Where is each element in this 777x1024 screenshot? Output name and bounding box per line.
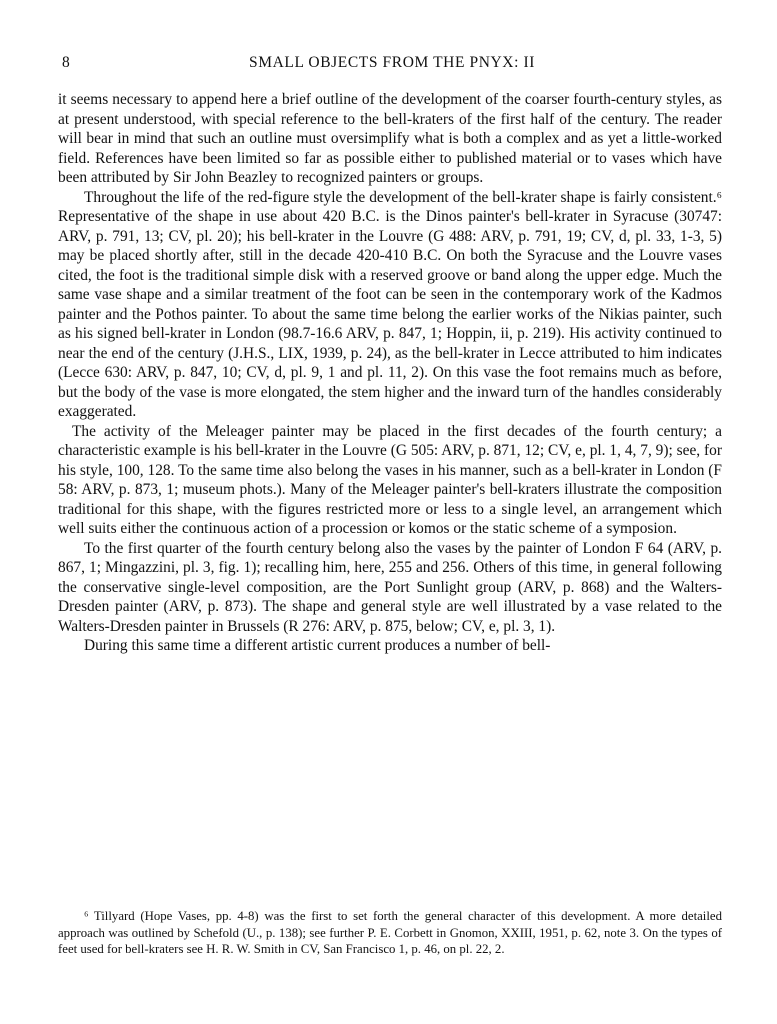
page-header: [62, 54, 722, 76]
page-number: 8: [62, 54, 71, 71]
paragraph-2: Throughout the life of the red-figure style the development of the bell-krater shape is fairly consistent.⁶ Representative of the shape in use about 420 B.C. is the Dinos painter's bell-krater in Syracuse (30747: ARV, p. 791, 13; CV, pl. 20); his bell-krater in the Louvre (G 488: ARV, p. 791, 19; CV, d, pl. 33, 1-3, 5) may be placed shortly after, still in the decade 420-410 B.C. On both the Syracuse and the Louvre vases cited, the foot is the traditional simple disk with a reserved groove or band along the upper edge. Much the same vase shape and a similar treatment of the foot can be seen in the contemporary work of the Kadmos painter and the Pothos painter. To about the same time belong the earlier works of the Nikias painter, such as his signed bell-krater in London (98.7-16.6 ARV, p. 847, 1; Hoppin, ii, p. 219). His activity continued to near the end of the century (J.H.S., LIX, 1939, p. 24), as the bell-krater in Lecce attributed to him indicates (Lecce 630: ARV, p. 847, 10; CV, d, pl. 9, 1 and pl. 11, 2). On this vase the foot remains much as before, but the body of the vase is more elongated, the stem higher and the inward turn of the handles considerably exaggerated.: [58, 188, 722, 420]
paragraph-5: During this same time a different artistic current produces a number of bell-: [84, 637, 551, 654]
paragraph-3: The activity of the Meleager painter may be placed in the first decades of the fourth century; a characteristic example is his bell-krater in the Louvre (G 505: ARV, p. 871, 12; CV, e, pl. 1, 4, 7, 9); see, for his style, 100, 128. To the same time also belong the vases in his manner, such as a bell-krater in London (F 58: ARV, p. 873, 1; museum phots.). Many of the Meleager painter's bell-kraters illustrate the composition traditional for this shape, with the figures restricted more or less to a single level, an arrangement which well suits either the continuous action of a procession or komos or the static scheme of a symposion.: [58, 422, 722, 537]
paragraph-4: To the first quarter of the fourth century belong also the vases by the painter of London F 64 (ARV, p. 867, 1; Mingazzini, pl. 3, fig. 1); recalling him, here, 255 and 256. Others of this time, in general following the conservative single-level composition, are the Port Sunlight group (ARV, p. 868) and the Walters-Dresden painter (ARV, p. 873). The shape and general style are well illustrated by a vase related to the Walters-Dresden painter in Brussels (R 276: ARV, p. 875, below; CV, e, pl. 3, 1).: [58, 539, 722, 635]
body-text: [58, 90, 722, 656]
running-title: SMALL OBJECTS FROM THE PNYX: II: [248, 54, 535, 71]
footnotes: [58, 908, 722, 958]
footnote-6: ⁶ Tillyard (Hope Vases, pp. 4-8) was the first to set forth the general character of this development. A more detailed approach was outlined by Schefold (U., p. 138); see further P. E. Corbett in Gnomon, XXIII, 1951, p. 62, note 3. On the types of feet used for bell-kraters see H. R. W. Smith in CV, San Francisco 1, p. 46, on pl. 22, 2.: [58, 909, 722, 956]
paragraph-1: it seems necessary to append here a brief outline of the development of the coarser fourth-century styles, as at present understood, with special reference to the bell-kraters of the first half of the century. The reader will bear in mind that such an outline must oversimplify what is both a complex and as yet a little-worked field. References have been limited so far as possible either to published material or to vases which have been attributed by Sir John Beazley to recognized painters or groups.: [58, 91, 722, 186]
